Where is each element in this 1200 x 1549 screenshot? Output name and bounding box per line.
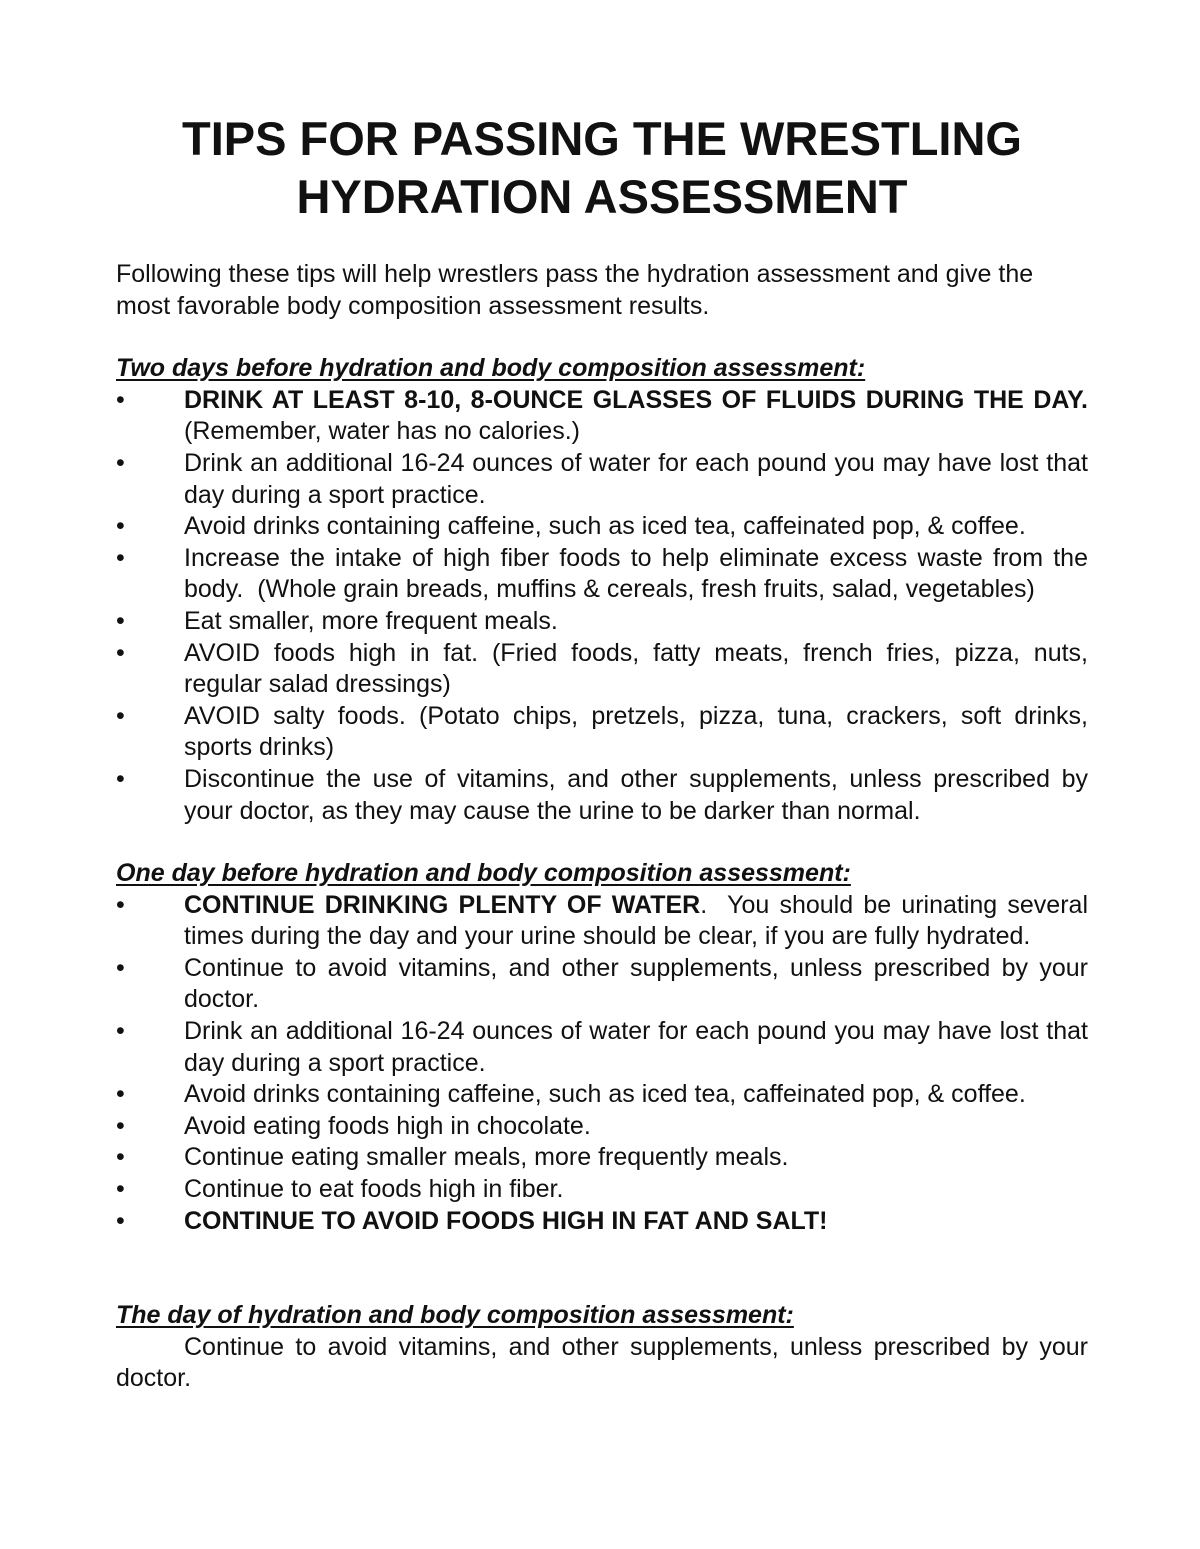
section-day-of	[116, 1300, 1088, 1395]
list-item: • Continue to eat foods high in fiber.	[116, 1174, 1088, 1206]
bullet-icon: •	[116, 385, 125, 414]
list-item: • AVOID foods high in fat. (Fried foods, fatty meats, french fries, pizza, nuts, regular salad dressings)	[116, 638, 1088, 699]
section-heading: One day before hydration and body composition assessment:	[116, 859, 851, 888]
list-item: • Avoid drinks containing caffeine, such as iced tea, caffeinated pop, & coffee.	[116, 511, 1088, 543]
document-title	[116, 110, 1088, 226]
title-line-2: HYDRATION ASSESSMENT	[296, 170, 908, 223]
list-item: • Continue eating smaller meals, more frequently meals.	[116, 1142, 1088, 1174]
bullet-icon: •	[116, 1080, 125, 1109]
title-line-1: TIPS FOR PASSING THE WRESTLING	[182, 112, 1022, 165]
bullet-icon: •	[116, 543, 125, 572]
list-item: • Avoid eating foods high in chocolate.	[116, 1111, 1088, 1143]
bullet-icon: •	[116, 953, 125, 982]
list-item: • Discontinue the use of vitamins, and other supplements, unless prescribed by your doctor, as they may cause the urine to be darker than normal.	[116, 764, 1088, 825]
document-page	[116, 110, 1102, 1395]
list-item: • Drink an additional 16-24 ounces of water for each pound you may have lost that day during a sport practice.	[116, 1017, 1088, 1077]
tips-list	[116, 385, 1102, 827]
bullet-icon: •	[116, 1175, 125, 1204]
bullet-icon: •	[116, 1017, 125, 1046]
intro-paragraph: Following these tips will help wrestlers pass the hydration assessment and give the most favorable body composition assessment results.	[116, 260, 1034, 320]
bullet-icon: •	[116, 606, 125, 635]
bullet-icon: •	[116, 638, 125, 667]
bullet-icon: •	[116, 512, 125, 541]
list-item: • Continue to avoid vitamins, and other supplements, unless prescribed by your doctor.	[116, 953, 1088, 1014]
day-of-paragraph: Continue to avoid vitamins, and other supplements, unless prescribed by your doctor.	[116, 1332, 1088, 1393]
bullet-icon: •	[116, 890, 125, 919]
list-item: • CONTINUE TO AVOID FOODS HIGH IN FAT AND SALT!	[116, 1206, 1088, 1238]
list-item: • CONTINUE DRINKING PLENTY OF WATER. You should be urinating several times during the day and your urine should be clear, if you are fully hydrated.	[116, 890, 1095, 951]
list-item: • Drink an additional 16-24 ounces of water for each pound you may have lost that day during a sport practice.	[116, 448, 1088, 509]
bullet-icon: •	[116, 1143, 125, 1172]
list-item: • Eat smaller, more frequent meals.	[116, 606, 1088, 638]
section-heading: The day of hydration and body composition assessment:	[116, 1301, 794, 1330]
list-item: • AVOID salty foods. (Potato chips, pretzels, pizza, tuna, crackers, soft drinks, sports drinks)	[116, 701, 1088, 762]
bullet-icon: •	[116, 1206, 125, 1235]
section-heading: Two days before hydration and body composition assessment:	[116, 354, 866, 383]
list-item: • Increase the intake of high fiber foods to help eliminate excess waste from the body. (Whole grain breads, muffins & cereals, fresh fruits, salad, vegetables)	[116, 543, 1095, 604]
bullet-icon: •	[116, 448, 125, 477]
list-item: • DRINK AT LEAST 8-10, 8-OUNCE GLASSES OF FLUIDS DURING THE DAY. (Remember, water has no calories.)	[116, 385, 1102, 446]
list-item: • Avoid drinks containing caffeine, such as iced tea, caffeinated pop, & coffee.	[116, 1079, 1088, 1111]
bullet-icon: •	[116, 1111, 125, 1140]
section-one-day-before	[116, 858, 1095, 1237]
section-two-days-before	[116, 353, 1102, 827]
bullet-icon: •	[116, 764, 125, 793]
tips-list	[116, 890, 1095, 1238]
bullet-icon: •	[116, 701, 125, 730]
